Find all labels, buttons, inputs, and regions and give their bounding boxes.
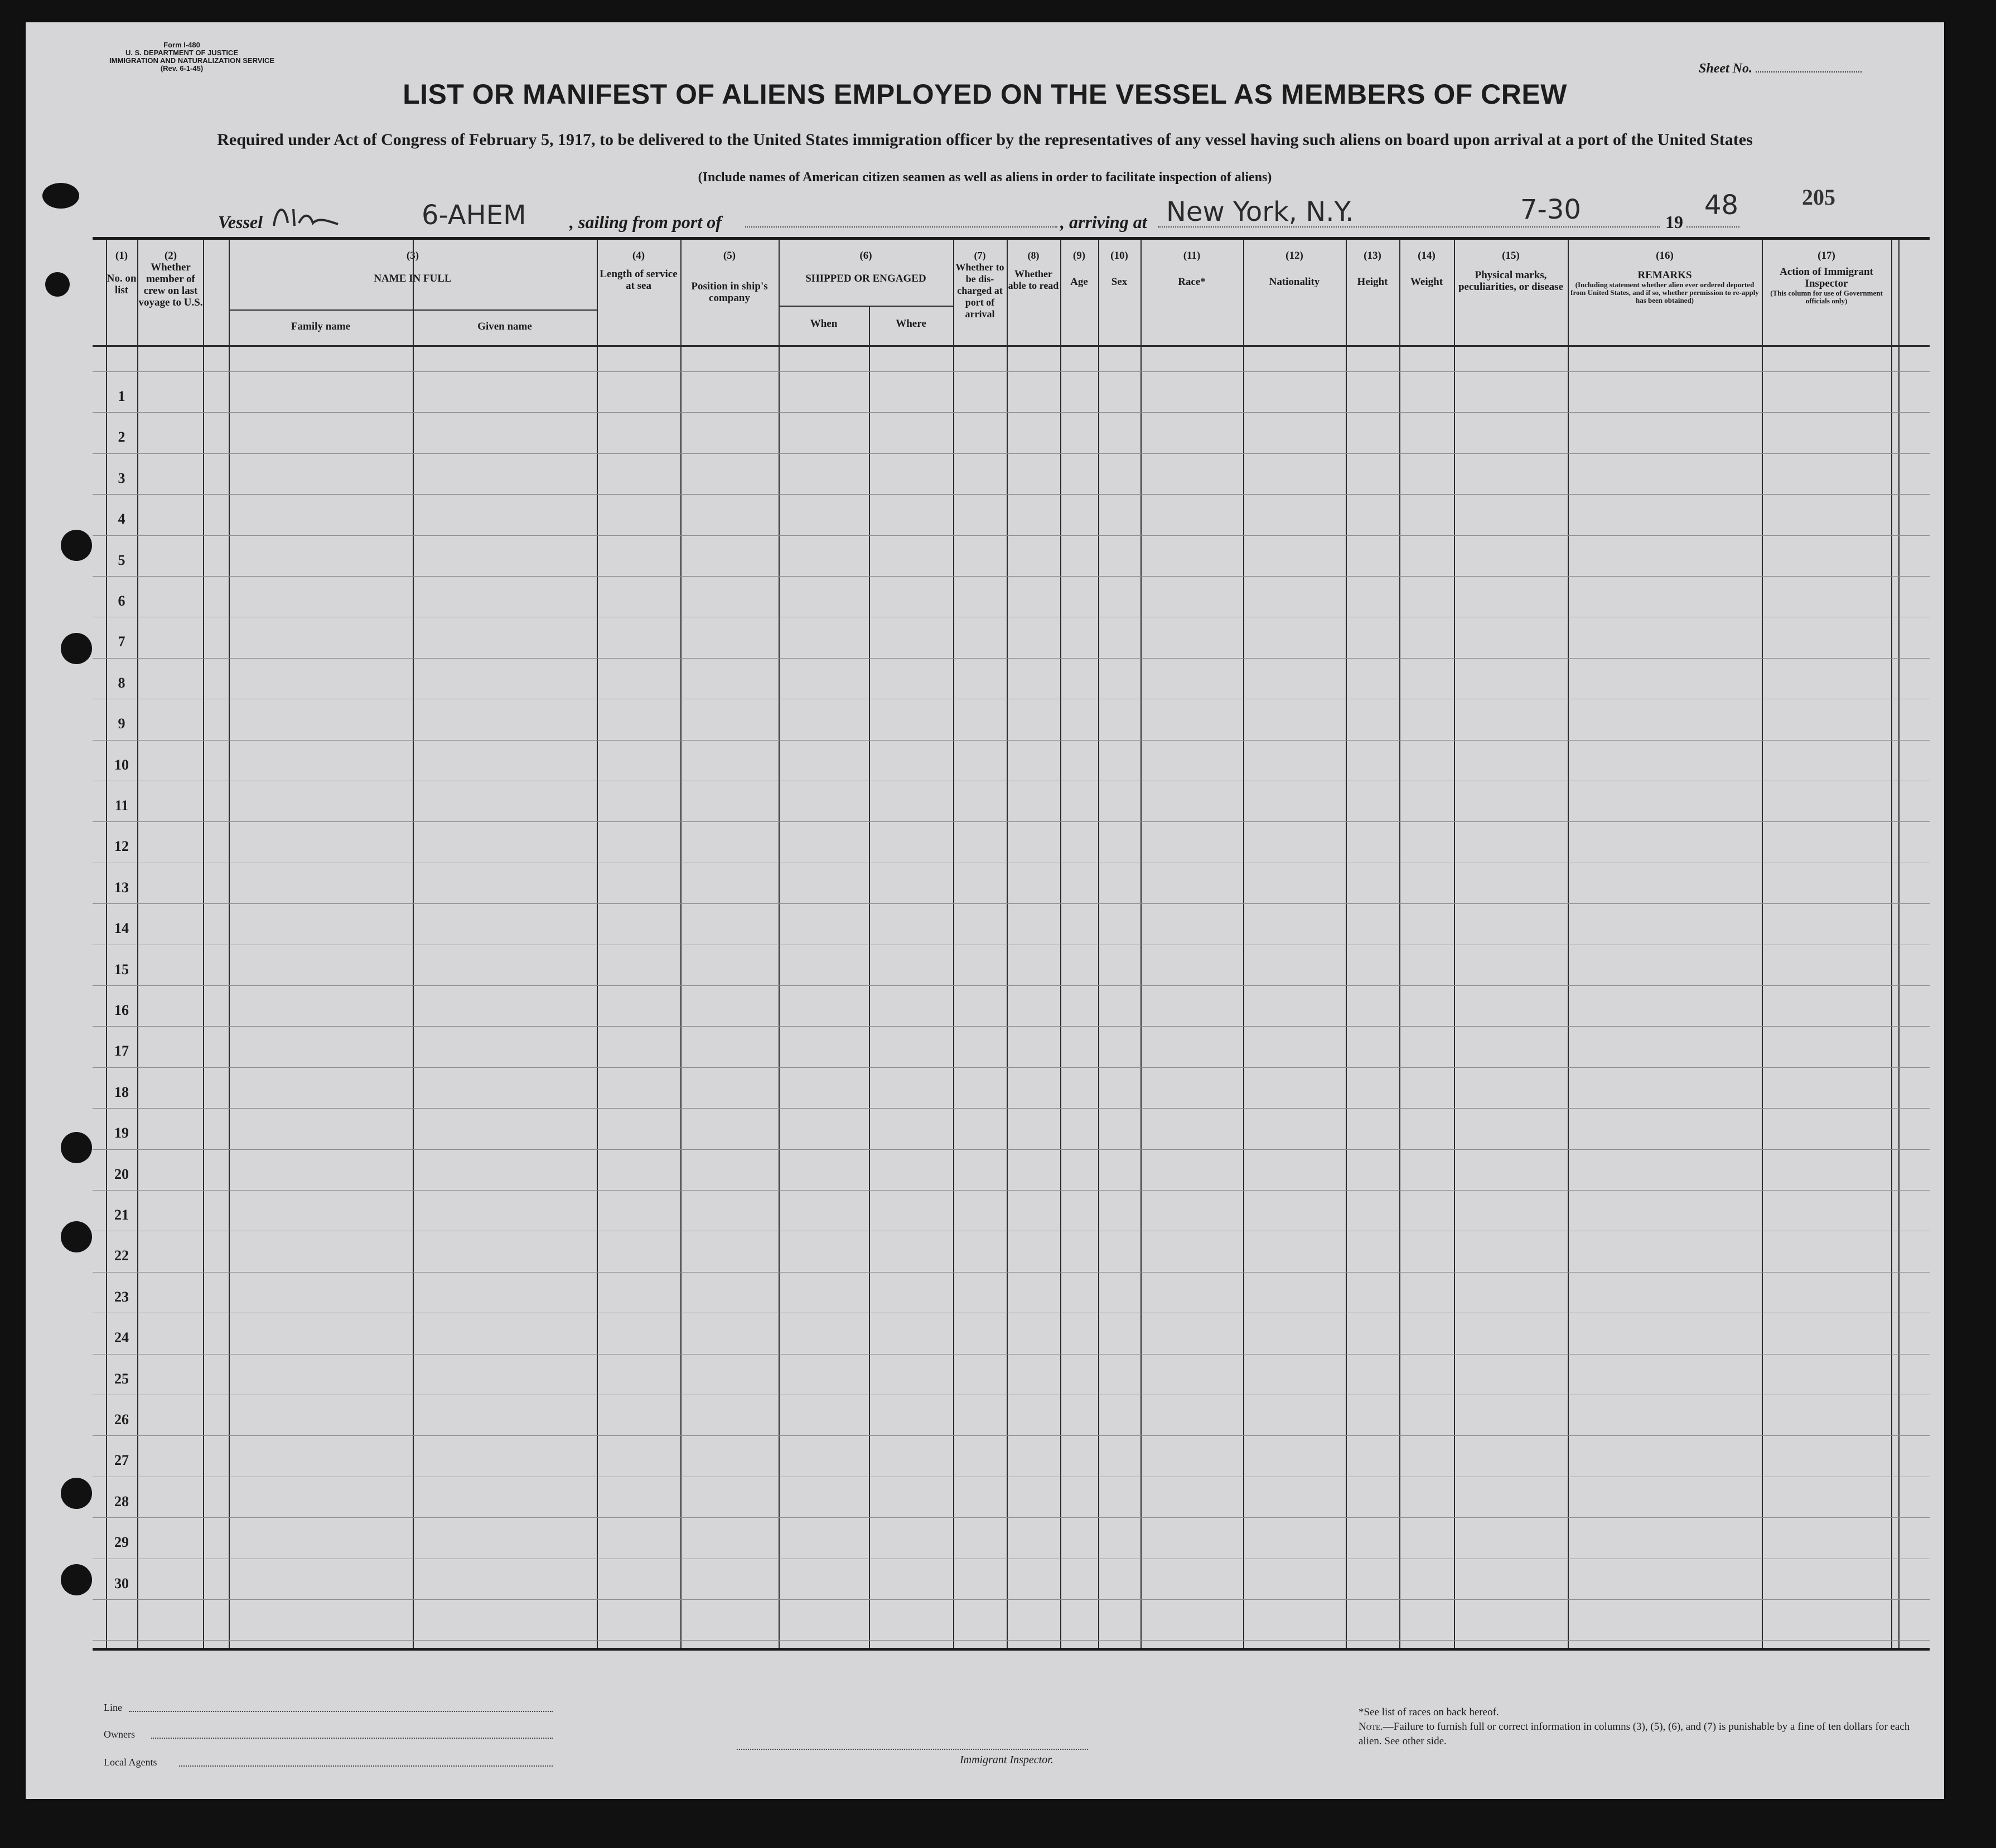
col-1-label: No. on list [107, 273, 137, 296]
column-rule [953, 240, 954, 1648]
col-10-number: (10) [1110, 250, 1128, 262]
races-note: *See list of races on back hereof. [1359, 1706, 1499, 1718]
column-rule [203, 240, 204, 1648]
col-13-label: Height [1357, 276, 1388, 288]
sailing-port-blank [745, 226, 1057, 228]
shipped-subheader-divider [779, 306, 953, 307]
col-17-number: (17) [1818, 250, 1835, 262]
row-rule [93, 1517, 1930, 1518]
punch-hole [61, 1221, 92, 1252]
col-13-number: (13) [1364, 250, 1381, 262]
col-17-header [1762, 250, 1891, 305]
include-note: (Include names of American citizen seamen as well as aliens in order to facilitate inspection of aliens) [698, 170, 1272, 185]
row-rule [93, 494, 1930, 495]
row-rule [93, 903, 1930, 904]
form-subtitle: Required under Act of Congress of February 5, 1917, to be delivered to the United States immigration officer by the representatives of any vessel having such aliens on board upon arrival at a port of the United States [217, 130, 1753, 149]
col-1-header [106, 250, 137, 296]
col-9-header [1060, 250, 1098, 288]
row-number: 23 [114, 1288, 129, 1305]
row-number: 4 [118, 511, 125, 528]
vessel-name-handwritten: 6-AHEM [422, 200, 526, 231]
form-identifier [109, 41, 275, 72]
form-number: Form I-480 [163, 41, 200, 49]
column-rule [1891, 240, 1892, 1648]
col-16-number: (16) [1656, 250, 1674, 262]
row-number: 16 [114, 1002, 129, 1018]
col-7-number: (7) [974, 250, 986, 261]
punch-hole [45, 272, 70, 297]
revision-date: (Rev. 6-1-45) [160, 64, 204, 72]
row-number: 7 [118, 633, 125, 650]
col-16-header [1568, 250, 1762, 304]
column-rule [1762, 240, 1763, 1648]
col-17-note: (This column for use of Government officials only) [1770, 289, 1883, 305]
row-number: 17 [114, 1043, 129, 1060]
col-12-label: Nationality [1269, 276, 1320, 288]
year-handwritten: 48 [1704, 190, 1739, 221]
row-rule [93, 371, 1930, 372]
col-9-number: (9) [1072, 250, 1086, 262]
col-15-label: Physical marks, peculiarities, or disease [1458, 269, 1564, 293]
col-2-header [138, 250, 203, 308]
col-15-number: (15) [1502, 250, 1520, 262]
row-rule [93, 821, 1930, 822]
col-4-header [597, 250, 680, 292]
row-rule [93, 453, 1930, 454]
row-rule [93, 1026, 1930, 1027]
col-11-label: Race* [1178, 276, 1206, 288]
line-field [104, 1702, 122, 1714]
column-rule [779, 240, 780, 1648]
column-rule [1140, 240, 1142, 1648]
vessel-label: Vessel [218, 212, 263, 232]
owners-field [104, 1729, 135, 1740]
agents-field [104, 1757, 157, 1768]
row-rule [93, 412, 1930, 413]
col-8-label: Whether able to read [1008, 268, 1059, 291]
row-number: 8 [118, 674, 125, 691]
row-rule [93, 1108, 1930, 1109]
col-12-header [1243, 250, 1346, 288]
manifest-sheet [26, 22, 1944, 1799]
punch-hole [61, 1132, 92, 1163]
row-rule [93, 1640, 1930, 1641]
col-3-number: (3) [406, 250, 419, 262]
row-number: 3 [118, 470, 125, 486]
col-8-number: (8) [1027, 250, 1040, 261]
col-15-header [1454, 250, 1568, 293]
year-prefix: 19 [1665, 212, 1683, 232]
year-blank [1686, 226, 1739, 228]
inspector-label: Immigrant Inspector. [960, 1754, 1053, 1766]
column-rule [1568, 240, 1569, 1648]
line-label: Line [104, 1702, 122, 1713]
column-rule [1454, 240, 1455, 1648]
given-name-header: Given name [477, 321, 532, 332]
crew-manifest-table [93, 237, 1930, 1651]
column-rule [229, 240, 230, 1648]
col-14-header [1399, 250, 1454, 288]
col-14-label: Weight [1410, 276, 1443, 288]
when-header: When [810, 318, 838, 330]
row-rule [93, 1190, 1930, 1191]
row-number: 5 [118, 552, 125, 568]
row-number: 11 [114, 797, 129, 814]
column-rule [1346, 240, 1347, 1648]
row-rule [93, 1067, 1930, 1068]
subcolumn-rule [869, 306, 870, 1648]
column-rule [1098, 240, 1099, 1648]
col-17-label: Action of Immigrant Inspector [1780, 266, 1873, 289]
column-rule [137, 240, 138, 1648]
column-rule [680, 240, 682, 1648]
punch-hole [61, 1564, 92, 1595]
col-8-header [1007, 250, 1060, 292]
column-rule [1399, 240, 1400, 1648]
row-number: 28 [114, 1493, 129, 1510]
row-number: 25 [114, 1370, 129, 1387]
note-text: —Failure to furnish full or correct information in columns (3), (5), (6), and (7) is punishable by a fine of ten dollars for each alien. See other side. [1359, 1721, 1910, 1747]
sailing-label: , sailing from port of [569, 212, 722, 232]
service-name: IMMIGRATION AND NATURALIZATION SERVICE [109, 56, 275, 65]
sheet-number-label: Sheet No. [1699, 61, 1752, 76]
row-rule [93, 1272, 1930, 1273]
inspector-signature-blank [737, 1749, 1088, 1750]
col-4-label: Length of service at sea [600, 268, 678, 292]
row-rule [93, 1149, 1930, 1150]
col-12-number: (12) [1285, 250, 1303, 262]
arrival-date-handwritten: 7-30 [1520, 194, 1581, 225]
col-4-number: (4) [632, 250, 645, 262]
row-number: 26 [114, 1411, 129, 1428]
col-10-label: Sex [1111, 276, 1128, 288]
col-2-number: (2) [164, 250, 177, 262]
note-label: Note. [1359, 1721, 1383, 1733]
header-divider [93, 345, 1930, 347]
column-rule [106, 240, 107, 1648]
col-5-label: Position in ship's company [691, 280, 768, 304]
arrival-port-handwritten: New York, N.Y. [1166, 196, 1354, 228]
row-rule [93, 740, 1930, 741]
row-number: 29 [114, 1534, 129, 1551]
row-number: 21 [114, 1207, 129, 1223]
punch-hole [61, 1478, 92, 1509]
row-number: 13 [114, 879, 129, 896]
col-1-number: (1) [115, 250, 128, 262]
line-blank [129, 1711, 553, 1712]
footer-note [1336, 1705, 1911, 1749]
row-number: 27 [114, 1452, 129, 1469]
row-number: 20 [114, 1165, 129, 1182]
col-5-header [680, 250, 779, 304]
subcolumn-rule [413, 309, 414, 1648]
col-7-header [953, 250, 1007, 320]
row-number: 6 [118, 593, 125, 609]
col-2-label: Whether member of crew on last voyage to U.S. [138, 262, 203, 308]
department-name: U. S. DEPARTMENT OF JUSTICE [125, 49, 238, 57]
where-header: Where [896, 318, 926, 330]
col-14-number: (14) [1418, 250, 1436, 262]
owners-label: Owners [104, 1729, 135, 1740]
row-number: 30 [114, 1575, 129, 1591]
punch-hole [42, 183, 79, 209]
agents-label: Local Agents [104, 1757, 157, 1768]
row-number: 12 [114, 838, 129, 855]
sheet-number-blank [1756, 71, 1862, 72]
row-rule [93, 1435, 1930, 1436]
column-rule [1060, 240, 1061, 1648]
row-number: 15 [114, 961, 129, 978]
row-number: 2 [118, 429, 125, 446]
row-number: 18 [114, 1083, 129, 1100]
column-rule [1898, 240, 1900, 1648]
row-number: 22 [114, 1247, 129, 1264]
col-16-note: (Including statement whether alien ever ordered deported from United States, and if so, whether permission to re-apply has been obtained) [1570, 280, 1759, 304]
arriving-label: , arriving at [1060, 212, 1147, 232]
col-6-header [779, 250, 953, 284]
row-number: 19 [114, 1125, 129, 1141]
family-name-header: Family name [291, 321, 351, 332]
row-number: 10 [114, 756, 129, 773]
column-rule [597, 240, 598, 1648]
col-3-label: NAME IN FULL [374, 273, 452, 284]
sheet-number-field [1699, 61, 1862, 76]
agents-blank [179, 1765, 553, 1767]
row-rule [93, 1599, 1930, 1600]
row-number: 1 [118, 388, 125, 404]
row-number: 14 [114, 920, 129, 937]
row-rule [93, 535, 1930, 536]
punch-hole [61, 530, 92, 561]
col-6-label: SHIPPED OR ENGAGED [805, 273, 926, 284]
row-rule [93, 985, 1930, 986]
col-11-number: (11) [1183, 250, 1201, 262]
col-11-header [1140, 250, 1243, 288]
punch-hole [61, 633, 92, 664]
owners-blank [151, 1738, 553, 1739]
vessel-scribble-icon [271, 201, 344, 241]
column-rule [1243, 240, 1244, 1648]
row-number: 9 [118, 715, 125, 732]
col-10-header [1098, 250, 1140, 288]
col-7-label: Whether to be dis-charged at port of arrival [955, 262, 1004, 320]
row-rule [93, 658, 1930, 659]
row-number: 24 [114, 1329, 129, 1346]
col-6-number: (6) [859, 250, 872, 262]
col-13-header [1346, 250, 1399, 288]
col-5-number: (5) [723, 250, 736, 262]
col-9-label: Age [1070, 276, 1088, 288]
col-16-label: REMARKS [1637, 269, 1692, 281]
column-rule [1007, 240, 1008, 1648]
row-rule [93, 576, 1930, 577]
form-title: LIST OR MANIFEST OF ALIENS EMPLOYED ON THE VESSEL AS MEMBERS OF CREW [403, 79, 1567, 110]
page-number-stamp: 205 [1802, 185, 1835, 210]
